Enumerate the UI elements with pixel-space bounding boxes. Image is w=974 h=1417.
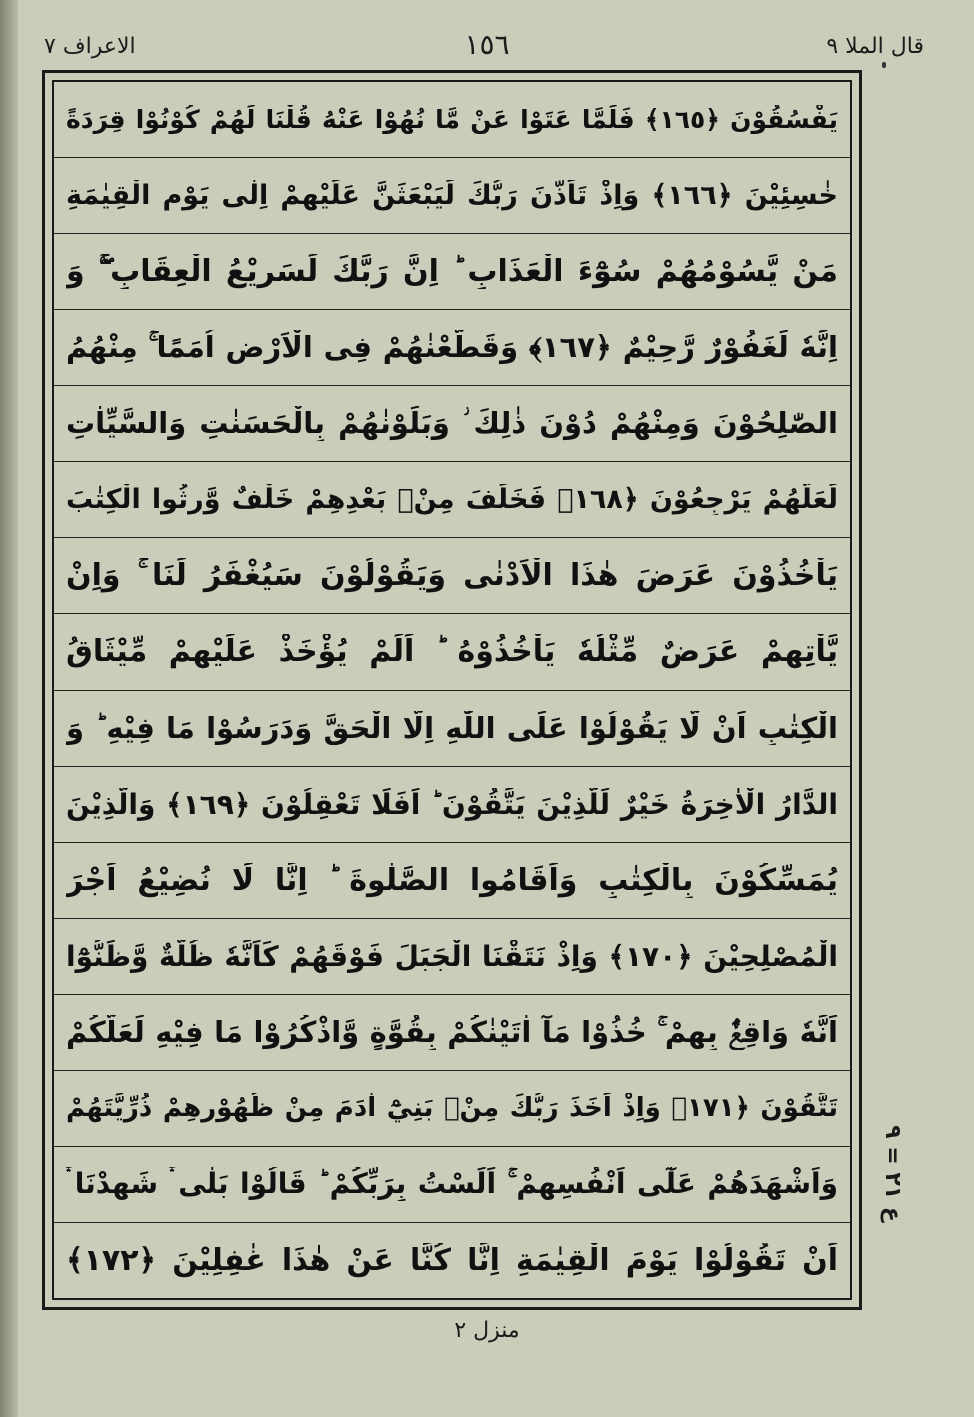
line-text: اَنَّهٗ وَاقِعٌۢ بِهِمْ ۚ خُذُوْا مَآ اٰتَيْنٰكُمْ بِقُوَّةٍ وَّاذْكُرُوْا مَا فِيْهِ لَعَلَّكُمْ <box>66 1014 838 1049</box>
line-text: اَنْ تَقُوْلُوْا يَوْمَ الْقِيٰمَةِ اِنَّا كُنَّا عَنْ هٰذَا غٰفِلِيْنَ ﴿١٧٢﴾ <box>66 1242 838 1278</box>
surah-name: الاعراف ٧ <box>44 34 136 59</box>
text-line <box>54 1147 850 1223</box>
text-line <box>54 767 850 843</box>
manzil-footer: منزل ٢ <box>454 1318 520 1343</box>
line-text: وَاَشْهَدَهُمْ عَلٰٓى اَنْفُسِهِمْ ۚ اَلَسْتُ بِرَبِّكُمْ ؕ قَالُوْا بَلٰى ۛۚ شَهِدْنَا ۛۚ <box>66 1167 838 1201</box>
line-text: الْمُصْلِحِيْنَ ﴿١٧٠﴾ وَاِذْ نَتَقْنَا الْجَبَلَ فَوْقَهُمْ كَاَنَّهٗ ظُلَّةٌ وَّظَنُّوْٓا <box>66 939 838 973</box>
text-line <box>54 1223 850 1298</box>
text-line <box>54 234 850 310</box>
text-line <box>54 691 850 767</box>
text-line <box>54 310 850 386</box>
text-line <box>54 919 850 995</box>
ruku-marker: ع ٢١ = ٩ <box>879 1124 905 1222</box>
line-text: مَنْ يَّسُوْمُهُمْ سُوْٓءَ الْعَذَابِ ؕ اِنَّ رَبَّكَ لَسَرِيْعُ الْعِقَابِ ۖۚ وَ <box>66 254 838 290</box>
text-line <box>54 386 850 462</box>
page-edge-shadow <box>0 0 18 1417</box>
ruku-margin-note <box>872 1108 912 1238</box>
line-text: الصّٰلِحُوْنَ وَمِنْهُمْ دُوْنَ ذٰلِكَ ؗ وَبَلَوْنٰهُمْ بِالْحَسَنٰتِ وَالسَّيِّاٰتِ <box>66 406 838 441</box>
text-line <box>54 995 850 1071</box>
line-text: يَّاْتِهِمْ عَرَضٌ مِّثْلُهٗ يَاْخُذُوْهُ ؕ اَلَمْ يُؤْخَذْ عَلَيْهِمْ مِّيْثَاقُ <box>66 634 838 670</box>
juz-name: قال الملا ٩ <box>826 34 924 59</box>
text-line <box>54 538 850 614</box>
text-line <box>54 82 850 158</box>
line-text: يَفْسُقُوْنَ ﴿١٦٥﴾ فَلَمَّا عَتَوْا عَنْ مَّا نُهُوْا عَنْهُ قُلْنَا لَهُمْ كُوْنُوْا قِرَدَةً <box>66 105 838 135</box>
text-line <box>54 843 850 919</box>
text-block <box>54 82 850 1298</box>
line-text: يَاْخُذُوْنَ عَرَضَ هٰذَا الْاَدْنٰى وَيَقُوْلُوْنَ سَيُغْفَرُ لَنَا ۚ وَاِنْ <box>66 558 838 594</box>
line-text: الْكِتٰبِ اَنْ لَّا يَقُوْلُوْا عَلَى اللّٰهِ اِلَّا الْحَقَّ وَدَرَسُوْا مَا فِيْهِ ؕ وَ <box>66 711 838 746</box>
line-text: اِنَّهٗ لَغَفُوْرٌ رَّحِيْمٌ ﴿١٦٧﴾ وَقَطَّعْنٰهُمْ فِى الْاَرْضِ اُمَمًا ۚ مِنْهُمُ <box>66 330 838 365</box>
line-text: لَعَلَّهُمْ يَرْجِعُوْنَ ﴿١٦٨﴾ فَخَلَفَ مِنْۢ بَعْدِهِمْ خَلْفٌ وَّرِثُوا الْكِتٰبَ <box>66 484 838 516</box>
text-line <box>54 614 850 690</box>
line-text: تَتَّقُوْنَ ﴿١٧١﴾ وَاِذْ اَخَذَ رَبُّكَ مِنْۢ بَنِيْٓ اٰدَمَ مِنْ ظُهُوْرِهِمْ ذُرِّيَّتَهُمْ <box>66 1093 838 1124</box>
line-text: يُمَسِّكُوْنَ بِالْكِتٰبِ وَاَقَامُوا الصَّلٰوةَ ؕ اِنَّا لَا نُضِيْعُ اَجْرَ <box>66 862 838 898</box>
text-line <box>54 1071 850 1147</box>
line-text: الدَّارُ الْاٰخِرَةُ خَيْرٌ لِّلَّذِيْنَ يَتَّقُوْنَ ؕ اَفَلَا تَعْقِلُوْنَ ﴿١٦٩﴾ وَالَّذِيْنَ <box>66 787 838 821</box>
text-line <box>54 158 850 234</box>
page-number: ١٥٦ <box>464 28 510 61</box>
line-text: خٰسِئِيْنَ ﴿١٦٦﴾ وَاِذْ تَاَذَّنَ رَبُّكَ لَيَبْعَثَنَّ عَلَيْهِمْ اِلٰى يَوْمِ الْقِيٰمَةِ <box>66 180 838 212</box>
text-line <box>54 462 850 538</box>
